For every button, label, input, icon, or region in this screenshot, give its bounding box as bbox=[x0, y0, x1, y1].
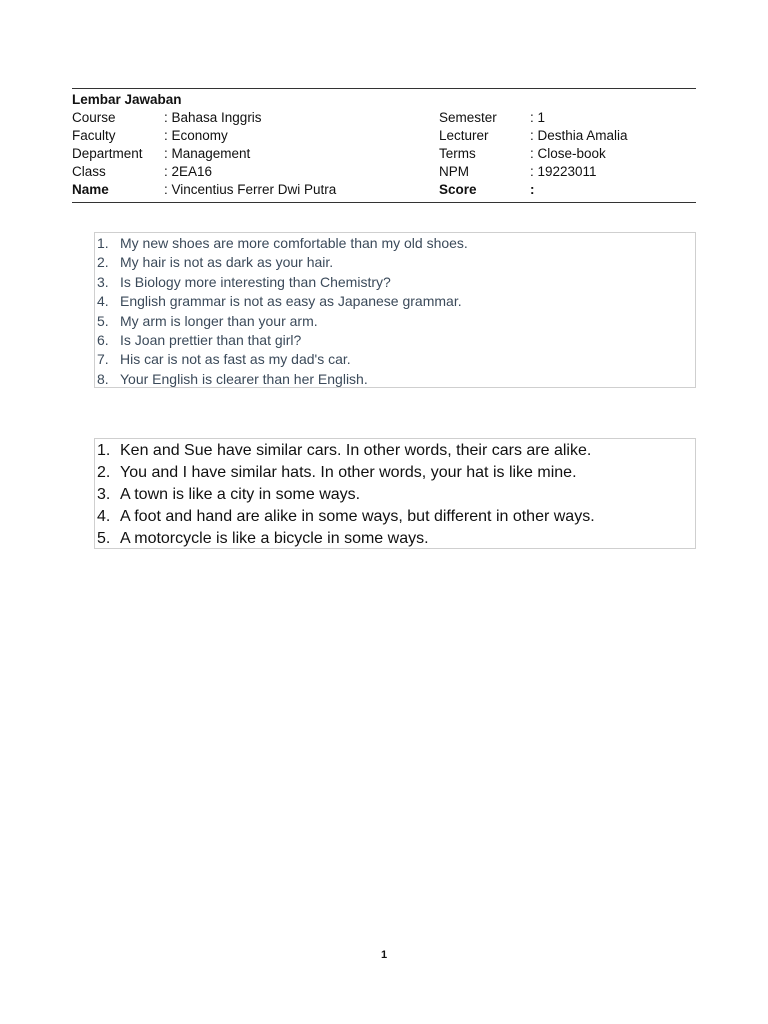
item-number: 3. bbox=[97, 273, 109, 290]
lecturer-label: Lecturer bbox=[439, 128, 489, 143]
list-item bbox=[95, 370, 695, 389]
list-item bbox=[95, 462, 695, 484]
header-row-faculty bbox=[72, 127, 696, 145]
faculty-label: Faculty bbox=[72, 128, 116, 143]
item-text: A motorcycle is like a bicycle in some ways. bbox=[120, 530, 429, 547]
header-row-name bbox=[72, 181, 696, 199]
list-item bbox=[95, 273, 695, 292]
item-text: You and I have similar hats. In other words, your hat is like mine. bbox=[120, 464, 577, 481]
item-text: Is Joan prettier than that girl? bbox=[120, 331, 302, 348]
item-number: 7. bbox=[97, 351, 109, 368]
list-item bbox=[95, 506, 695, 528]
list-item bbox=[95, 484, 695, 506]
list-item bbox=[95, 312, 695, 331]
department-value: : Management bbox=[164, 146, 251, 161]
class-label: Class bbox=[72, 164, 106, 179]
item-number: 4. bbox=[97, 508, 111, 525]
department-label: Department bbox=[72, 146, 143, 161]
lecturer-value: : Desthia Amalia bbox=[530, 128, 628, 143]
answer-list-similarity bbox=[94, 438, 696, 549]
score-value: : bbox=[530, 182, 535, 197]
list-item bbox=[95, 253, 695, 272]
header-row-class bbox=[72, 163, 696, 181]
item-number: 3. bbox=[97, 486, 111, 503]
terms-value: : Close-book bbox=[530, 146, 606, 161]
faculty-value: : Economy bbox=[164, 128, 228, 143]
npm-label: NPM bbox=[439, 164, 469, 179]
answer-sheet-header bbox=[72, 88, 696, 203]
score-label: Score bbox=[439, 182, 477, 197]
item-text: English grammar is not as easy as Japanese grammar. bbox=[120, 293, 462, 310]
item-number: 2. bbox=[97, 254, 109, 271]
list-item bbox=[95, 234, 695, 253]
header-row-department bbox=[72, 145, 696, 163]
item-number: 4. bbox=[97, 293, 109, 310]
course-value: : Bahasa Inggris bbox=[164, 110, 262, 125]
item-text: A town is like a city in some ways. bbox=[120, 486, 361, 503]
item-text: Ken and Sue have similar cars. In other words, their cars are alike. bbox=[120, 442, 592, 459]
sheet-title: Lembar Jawaban bbox=[72, 92, 182, 107]
course-label: Course bbox=[72, 110, 116, 125]
npm-value: : 19223011 bbox=[530, 164, 597, 179]
name-value: : Vincentius Ferrer Dwi Putra bbox=[164, 182, 337, 197]
list-item bbox=[95, 292, 695, 311]
semester-value: : 1 bbox=[530, 110, 546, 125]
item-text: My new shoes are more comfortable than my old shoes. bbox=[120, 235, 468, 251]
item-number: 1. bbox=[97, 235, 109, 251]
class-value: : 2EA16 bbox=[164, 164, 213, 179]
answer-list-comparatives bbox=[94, 232, 696, 388]
item-text: Your English is clearer than her English. bbox=[120, 370, 368, 387]
list-item bbox=[95, 350, 695, 369]
list-item bbox=[95, 331, 695, 350]
item-number: 8. bbox=[97, 370, 109, 387]
page-number: 1 bbox=[380, 949, 388, 961]
name-label: Name bbox=[72, 182, 109, 197]
item-text: His car is not as fast as my dad's car. bbox=[120, 351, 351, 368]
list-item bbox=[95, 440, 695, 462]
item-number: 6. bbox=[97, 331, 109, 348]
item-number: 1. bbox=[97, 442, 111, 459]
terms-label: Terms bbox=[439, 146, 476, 161]
list-item bbox=[95, 528, 695, 550]
item-text: Is Biology more interesting than Chemistry? bbox=[120, 273, 391, 290]
item-text: A foot and hand are alike in some ways, but different in other ways. bbox=[120, 508, 595, 525]
semester-label: Semester bbox=[439, 110, 497, 125]
item-number: 5. bbox=[97, 530, 111, 547]
item-number: 5. bbox=[97, 312, 109, 329]
item-number: 2. bbox=[97, 464, 111, 481]
header-row-course bbox=[72, 109, 696, 127]
item-text: My hair is not as dark as your hair. bbox=[120, 254, 334, 271]
item-text: My arm is longer than your arm. bbox=[120, 312, 318, 329]
